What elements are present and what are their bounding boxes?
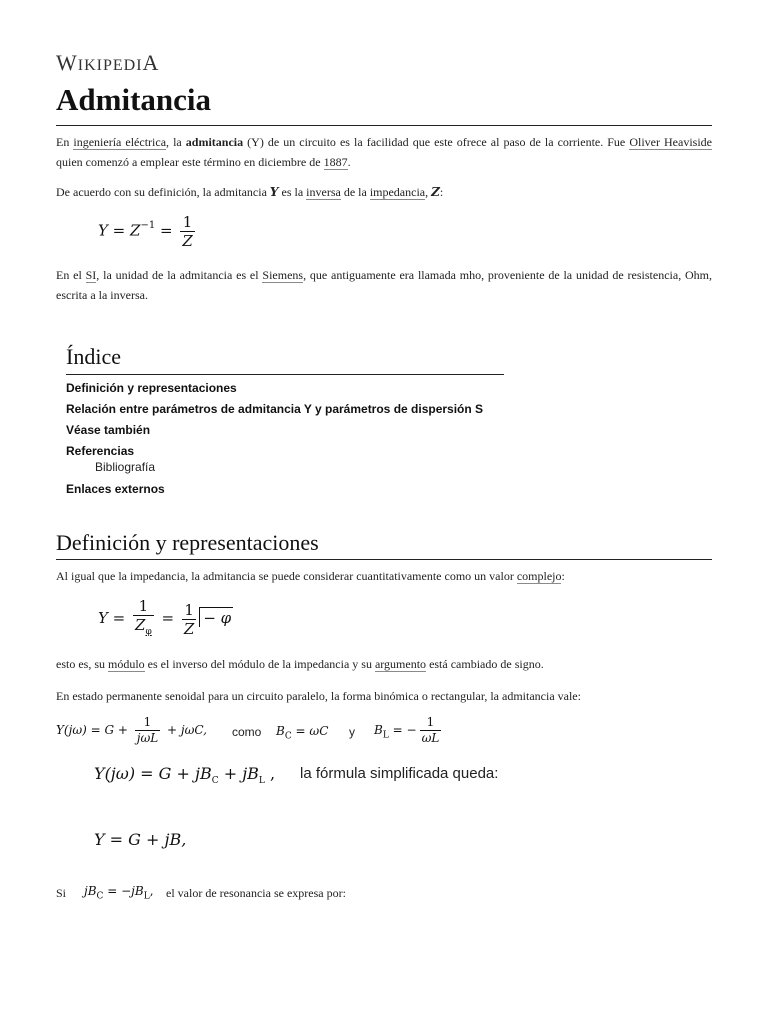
text: . <box>347 155 351 169</box>
f5-fraction <box>420 716 442 745</box>
text: Al igual que la impedancia, la admitancia se puede considerar cuantitativamente como un valor <box>56 569 517 583</box>
text: En <box>56 135 74 149</box>
f6-lhs: Y(jω) = G + jB <box>94 764 212 783</box>
text-si: Si <box>56 886 67 900</box>
toc-item-enlaces-externos[interactable]: Enlaces externos <box>66 482 165 496</box>
f4-rest: = ωC <box>291 724 329 738</box>
toc-item-relacion[interactable]: Relación entre parámetros de admitancia Y y parámetros de dispersión S <box>66 402 484 416</box>
text-resonance: el valor de resonancia se expresa por: <box>166 886 346 900</box>
link-modulo[interactable]: módulo <box>108 657 145 671</box>
f5-den <box>420 731 442 745</box>
text: es el inverso del módulo de la impedancia y su <box>144 657 375 671</box>
link-oliver-heaviside[interactable]: Oliver Heaviside <box>629 135 712 149</box>
section-paragraph-1 <box>56 566 712 586</box>
text-como: como <box>232 725 262 739</box>
f2-den2 <box>182 620 196 637</box>
math-z: Z <box>431 185 440 199</box>
f3-fraction <box>135 716 160 745</box>
math-y: Y <box>269 185 279 199</box>
logo-middle-letters: IKIPEDI <box>77 57 143 74</box>
formula-bc <box>276 724 328 741</box>
toc-title: Índice <box>66 344 121 369</box>
text-y: y <box>349 725 355 739</box>
f1-den-z: Z <box>182 232 193 250</box>
f6-sub-l: L <box>258 776 265 787</box>
text: En el <box>56 268 86 282</box>
f2-angle: − φ <box>199 607 233 627</box>
text: (Y) de un circuito es la facilidad que este ofrece al paso de la corriente. Fue <box>243 135 630 149</box>
wikipedia-logo[interactable] <box>56 50 159 76</box>
intro-paragraph-2 <box>56 182 712 202</box>
f8-mid: = −jB <box>103 884 144 898</box>
f2-eq1: = <box>107 609 131 627</box>
text: : <box>561 569 565 583</box>
text: quien comenzó a emplear este término en diciembre de <box>56 155 324 169</box>
f6-mid: + jB <box>218 764 259 783</box>
text: de la <box>340 185 370 199</box>
link-si[interactable]: SI <box>85 268 97 282</box>
f6-comma: , <box>264 764 276 783</box>
section-heading-definicion: Definición y representaciones <box>56 530 319 555</box>
link-complejo[interactable]: complejo <box>516 569 562 583</box>
section-divider <box>56 559 712 560</box>
f2-den2-z: Z <box>183 619 195 638</box>
f2-lhs: Y <box>98 609 108 627</box>
f3-num: 1 <box>135 716 160 731</box>
link-inversa[interactable]: inversa <box>306 185 341 199</box>
section-paragraph-2 <box>56 654 712 674</box>
formula-bl <box>374 716 444 745</box>
f2-num1: 1 <box>133 598 154 616</box>
f1-eq2: = <box>155 221 178 240</box>
f5-eq: = − <box>388 723 417 737</box>
toc-divider <box>66 374 504 375</box>
f4-b: B <box>276 724 285 738</box>
intro-paragraph-3 <box>56 265 712 305</box>
f2-fraction-1 <box>133 598 154 640</box>
page-title: Admitancia <box>56 82 211 117</box>
f3-den-text: jωL <box>136 731 159 745</box>
f8-a: jB <box>84 884 97 898</box>
toc-subitem-bibliografia[interactable]: Bibliografía <box>95 460 156 474</box>
bold-term-admitancia: admitancia <box>185 135 244 149</box>
f2-eq2: = <box>156 609 179 627</box>
title-divider <box>56 125 712 126</box>
f1-z: Z <box>130 221 141 240</box>
f3-lhs: Y(jω) = G + <box>56 723 132 737</box>
f5-num: 1 <box>420 716 442 731</box>
logo-first-letter: W <box>56 50 78 75</box>
f2-den1-sub: φ <box>145 627 152 637</box>
formula-admittance-definition <box>98 214 198 249</box>
link-ingenieria-electrica[interactable]: ingeniería eléctrica <box>73 135 167 149</box>
text: : <box>439 185 444 199</box>
f8-sub-l: L <box>143 891 150 902</box>
toc-item-referencias[interactable]: Referencias <box>66 444 135 458</box>
toc-item-vease-tambien[interactable]: Véase también <box>66 423 151 437</box>
f1-fraction <box>180 214 194 249</box>
formula-complex-admittance <box>98 598 233 640</box>
f6-sub-c: C <box>211 776 219 787</box>
link-impedancia[interactable]: impedancia <box>369 185 426 199</box>
intro-paragraph-1 <box>56 132 712 172</box>
text: , <box>425 185 432 199</box>
text: , la <box>166 135 186 149</box>
f5-b: B <box>374 723 383 737</box>
f2-fraction-2 <box>182 602 196 637</box>
f7-text: Y = G + jB, <box>94 830 187 849</box>
formula-y-susceptances <box>94 764 275 786</box>
f1-exponent: −1 <box>140 219 156 231</box>
f3-den <box>135 731 160 745</box>
f2-den1-z: Z <box>135 616 146 634</box>
section-paragraph-3: En estado permanente senoidal para un circuito paralelo, la forma binómica o rectangular, la admitancia vale: <box>56 689 581 703</box>
f2-den1 <box>133 616 154 640</box>
f1-denominator <box>180 232 194 249</box>
link-siemens[interactable]: Siemens <box>262 268 304 282</box>
f5-den-text: ωL <box>421 731 440 745</box>
formula-simplified <box>94 830 186 849</box>
f1-numerator: 1 <box>180 214 194 232</box>
f8-sub-c: C <box>96 891 104 902</box>
f8-comma: , <box>149 884 154 898</box>
f1-lhs: Y <box>98 221 108 240</box>
f5-sub: L <box>382 730 389 741</box>
text: , que antiguamente era llamada mho, proveniente de la unidad de resistencia, Ohm, escrita a la inversa. <box>56 268 713 302</box>
f2-num2: 1 <box>182 602 196 620</box>
text: es la <box>278 185 307 199</box>
text: esto es, su <box>56 657 108 671</box>
text: está cambiado de signo. <box>426 657 544 671</box>
logo-last-letter: A <box>142 50 160 75</box>
f1-eq1: = <box>107 221 131 240</box>
text-simplified-formula: la fórmula simplificada queda: <box>300 765 499 782</box>
link-argumento[interactable]: argumento <box>374 657 427 671</box>
formula-resonance-condition <box>84 884 154 901</box>
link-1887[interactable]: 1887 <box>323 155 348 169</box>
f4-sub: C <box>284 731 292 742</box>
f3-rest: + jωC, <box>163 723 207 737</box>
toc-item-definicion[interactable]: Definición y representaciones <box>66 381 237 395</box>
text: , la unidad de la admitancia es el <box>96 268 263 282</box>
formula-parallel-admittance <box>56 716 207 745</box>
text: De acuerdo con su definición, la admitancia <box>56 185 270 199</box>
